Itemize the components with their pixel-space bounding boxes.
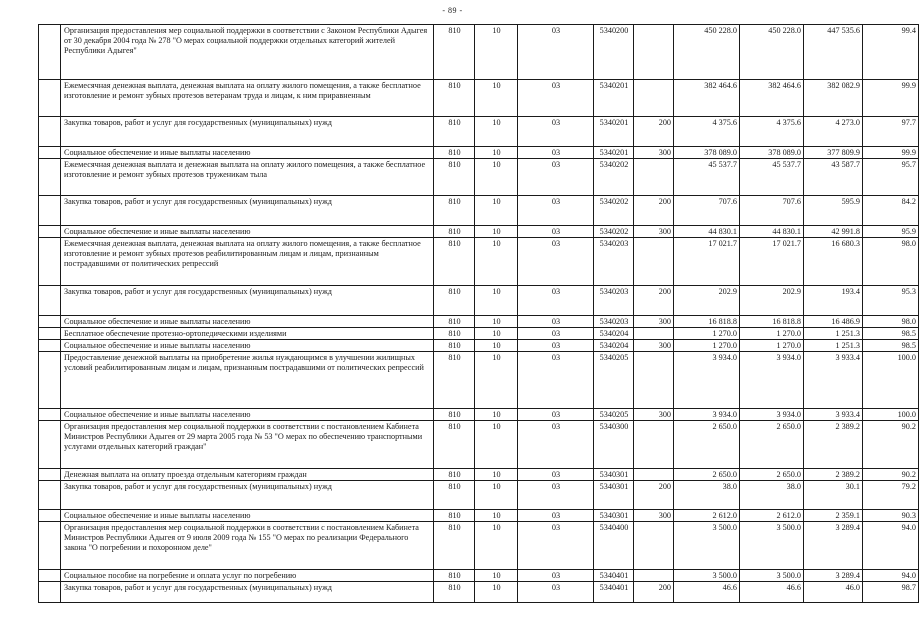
target-article-code: 5340202 <box>594 159 634 196</box>
approved-amount: 378 089.0 <box>674 147 740 159</box>
row-name: Бесплатное обеспечение протезно-ортопедическими изделиями <box>61 328 434 340</box>
executed-amount: 3 289.4 <box>804 570 863 582</box>
approved-amount: 45 537.7 <box>674 159 740 196</box>
section-code: 10 <box>475 481 518 510</box>
section-code: 10 <box>475 469 518 481</box>
left-margin-cell <box>39 117 61 147</box>
table-row <box>39 226 919 238</box>
subsection-code: 03 <box>518 286 594 316</box>
row-name: Социальное обеспечение и иные выплаты населению <box>61 226 434 238</box>
expense-type-code: 300 <box>634 340 674 352</box>
ved-code: 810 <box>434 316 475 328</box>
execution-percent: 90.3 <box>863 510 919 522</box>
executed-amount: 16 486.9 <box>804 316 863 328</box>
table-row <box>39 159 919 196</box>
target-article-code: 5340204 <box>594 340 634 352</box>
execution-percent: 100.0 <box>863 409 919 421</box>
approved-amount: 707.6 <box>674 196 740 226</box>
approved-amount: 1 270.0 <box>674 328 740 340</box>
budget-list-amount: 3 500.0 <box>740 570 804 582</box>
target-article-code: 5340204 <box>594 328 634 340</box>
left-margin-cell <box>39 316 61 328</box>
table-row <box>39 481 919 510</box>
left-margin-cell <box>39 25 61 80</box>
subsection-code: 03 <box>518 421 594 469</box>
expense-type-code <box>634 570 674 582</box>
executed-amount: 193.4 <box>804 286 863 316</box>
execution-percent: 95.7 <box>863 159 919 196</box>
subsection-code: 03 <box>518 196 594 226</box>
table-body <box>39 25 919 603</box>
budget-list-amount: 3 934.0 <box>740 352 804 409</box>
budget-table <box>38 24 919 603</box>
subsection-code: 03 <box>518 409 594 421</box>
target-article-code: 5340300 <box>594 421 634 469</box>
approved-amount: 202.9 <box>674 286 740 316</box>
section-code: 10 <box>475 328 518 340</box>
row-name: Закупка товаров, работ и услуг для государственных (муниципальных) нужд <box>61 196 434 226</box>
approved-amount: 2 612.0 <box>674 510 740 522</box>
approved-amount: 46.6 <box>674 582 740 603</box>
ved-code: 810 <box>434 340 475 352</box>
section-code: 10 <box>475 352 518 409</box>
budget-list-amount: 2 650.0 <box>740 421 804 469</box>
section-code: 10 <box>475 117 518 147</box>
expense-type-code <box>634 421 674 469</box>
ved-code: 810 <box>434 570 475 582</box>
row-name: Закупка товаров, работ и услуг для государственных (муниципальных) нужд <box>61 117 434 147</box>
row-name: Организация предоставления мер социальной поддержки в соответствии с постановлением Кабинета Министров Республики Адыгея от 29 марта 2005 года № 53 "О мерах по обеспечению транспортными услугами отдельных категорий граждан" <box>61 421 434 469</box>
row-name: Ежемесячная денежная выплата, денежная выплата на оплату жилого помещения, а также бесплатное изготовление и ремонт зубных протезов ветеранам труда и лицам, к ним приравненным <box>61 80 434 117</box>
budget-list-amount: 16 818.8 <box>740 316 804 328</box>
execution-percent: 98.0 <box>863 316 919 328</box>
executed-amount: 43 587.7 <box>804 159 863 196</box>
approved-amount: 3 500.0 <box>674 522 740 570</box>
row-name: Организация предоставления мер социальной поддержки в соответствии с Законом Республики Адыгея от 30 декабря 2004 года № 278 "О мерах социальной поддержки отдельных категорий жителей Республики Адыгея" <box>61 25 434 80</box>
target-article-code: 5340401 <box>594 570 634 582</box>
expense-type-code: 200 <box>634 117 674 147</box>
ved-code: 810 <box>434 80 475 117</box>
ved-code: 810 <box>434 510 475 522</box>
table-row <box>39 80 919 117</box>
section-code: 10 <box>475 522 518 570</box>
left-margin-cell <box>39 481 61 510</box>
expense-type-code: 300 <box>634 226 674 238</box>
expense-type-code: 200 <box>634 196 674 226</box>
execution-percent: 98.7 <box>863 582 919 603</box>
row-name: Закупка товаров, работ и услуг для государственных (муниципальных) нужд <box>61 286 434 316</box>
executed-amount: 3 933.4 <box>804 409 863 421</box>
left-margin-cell <box>39 409 61 421</box>
table-row <box>39 147 919 159</box>
target-article-code: 5340203 <box>594 286 634 316</box>
table-row <box>39 316 919 328</box>
approved-amount: 450 228.0 <box>674 25 740 80</box>
table-row <box>39 510 919 522</box>
execution-percent: 95.9 <box>863 226 919 238</box>
approved-amount: 382 464.6 <box>674 80 740 117</box>
approved-amount: 2 650.0 <box>674 469 740 481</box>
expense-type-code: 200 <box>634 582 674 603</box>
expense-type-code: 300 <box>634 510 674 522</box>
executed-amount: 3 933.4 <box>804 352 863 409</box>
execution-percent: 94.0 <box>863 570 919 582</box>
subsection-code: 03 <box>518 481 594 510</box>
expense-type-code <box>634 522 674 570</box>
table-row <box>39 421 919 469</box>
target-article-code: 5340205 <box>594 352 634 409</box>
section-code: 10 <box>475 226 518 238</box>
target-article-code: 5340201 <box>594 147 634 159</box>
target-article-code: 5340205 <box>594 409 634 421</box>
expense-type-code <box>634 352 674 409</box>
budget-list-amount: 2 612.0 <box>740 510 804 522</box>
table-row <box>39 328 919 340</box>
executed-amount: 3 289.4 <box>804 522 863 570</box>
subsection-code: 03 <box>518 328 594 340</box>
target-article-code: 5340201 <box>594 117 634 147</box>
expense-type-code: 300 <box>634 409 674 421</box>
approved-amount: 16 818.8 <box>674 316 740 328</box>
left-margin-cell <box>39 80 61 117</box>
budget-list-amount: 2 650.0 <box>740 469 804 481</box>
left-margin-cell <box>39 159 61 196</box>
ved-code: 810 <box>434 582 475 603</box>
section-code: 10 <box>475 582 518 603</box>
row-name: Социальное обеспечение и иные выплаты населению <box>61 409 434 421</box>
expense-type-code: 300 <box>634 316 674 328</box>
section-code: 10 <box>475 316 518 328</box>
target-article-code: 5340202 <box>594 196 634 226</box>
subsection-code: 03 <box>518 469 594 481</box>
ved-code: 810 <box>434 409 475 421</box>
target-article-code: 5340200 <box>594 25 634 80</box>
executed-amount: 382 082.9 <box>804 80 863 117</box>
budget-list-amount: 1 270.0 <box>740 340 804 352</box>
executed-amount: 46.0 <box>804 582 863 603</box>
table-row <box>39 582 919 603</box>
execution-percent: 79.2 <box>863 481 919 510</box>
ved-code: 810 <box>434 159 475 196</box>
approved-amount: 44 830.1 <box>674 226 740 238</box>
table-row <box>39 570 919 582</box>
table-row <box>39 522 919 570</box>
expense-type-code <box>634 25 674 80</box>
table-row <box>39 238 919 286</box>
row-name: Социальное обеспечение и иные выплаты населению <box>61 510 434 522</box>
budget-list-amount: 38.0 <box>740 481 804 510</box>
execution-percent: 100.0 <box>863 352 919 409</box>
executed-amount: 4 273.0 <box>804 117 863 147</box>
subsection-code: 03 <box>518 510 594 522</box>
target-article-code: 5340301 <box>594 469 634 481</box>
ved-code: 810 <box>434 352 475 409</box>
subsection-code: 03 <box>518 147 594 159</box>
row-name: Социальное обеспечение и иные выплаты населению <box>61 340 434 352</box>
execution-percent: 90.2 <box>863 469 919 481</box>
expense-type-code: 200 <box>634 481 674 510</box>
executed-amount: 377 809.9 <box>804 147 863 159</box>
budget-list-amount: 44 830.1 <box>740 226 804 238</box>
budget-list-amount: 3 500.0 <box>740 522 804 570</box>
budget-list-amount: 46.6 <box>740 582 804 603</box>
ved-code: 810 <box>434 147 475 159</box>
execution-percent: 98.5 <box>863 328 919 340</box>
expense-type-code: 300 <box>634 147 674 159</box>
table-row <box>39 25 919 80</box>
budget-list-amount: 382 464.6 <box>740 80 804 117</box>
page-number: - 89 - <box>442 6 463 15</box>
executed-amount: 1 251.3 <box>804 340 863 352</box>
execution-percent: 90.2 <box>863 421 919 469</box>
expense-type-code <box>634 80 674 117</box>
ved-code: 810 <box>434 328 475 340</box>
ved-code: 810 <box>434 238 475 286</box>
table-row <box>39 196 919 226</box>
expense-type-code: 200 <box>634 286 674 316</box>
executed-amount: 447 535.6 <box>804 25 863 80</box>
left-margin-cell <box>39 226 61 238</box>
section-code: 10 <box>475 409 518 421</box>
subsection-code: 03 <box>518 238 594 286</box>
executed-amount: 42 991.8 <box>804 226 863 238</box>
target-article-code: 5340400 <box>594 522 634 570</box>
row-name: Денежная выплата на оплату проезда отдельным категориям граждан <box>61 469 434 481</box>
left-margin-cell <box>39 286 61 316</box>
left-margin-cell <box>39 238 61 286</box>
left-margin-cell <box>39 352 61 409</box>
subsection-code: 03 <box>518 159 594 196</box>
target-article-code: 5340301 <box>594 510 634 522</box>
ved-code: 810 <box>434 481 475 510</box>
table-row <box>39 352 919 409</box>
execution-percent: 99.4 <box>863 25 919 80</box>
budget-list-amount: 378 089.0 <box>740 147 804 159</box>
executed-amount: 2 389.2 <box>804 421 863 469</box>
subsection-code: 03 <box>518 80 594 117</box>
target-article-code: 5340203 <box>594 316 634 328</box>
target-article-code: 5340201 <box>594 80 634 117</box>
budget-list-amount: 707.6 <box>740 196 804 226</box>
row-name: Ежемесячная денежная выплата и денежная выплата на оплату жилого помещения, а также бесплатное изготовление и ремонт зубных протезов труженикам тыла <box>61 159 434 196</box>
section-code: 10 <box>475 238 518 286</box>
execution-percent: 94.0 <box>863 522 919 570</box>
budget-list-amount: 17 021.7 <box>740 238 804 286</box>
approved-amount: 3 934.0 <box>674 352 740 409</box>
subsection-code: 03 <box>518 522 594 570</box>
subsection-code: 03 <box>518 340 594 352</box>
execution-percent: 98.5 <box>863 340 919 352</box>
approved-amount: 3 500.0 <box>674 570 740 582</box>
left-margin-cell <box>39 510 61 522</box>
left-margin-cell <box>39 469 61 481</box>
section-code: 10 <box>475 196 518 226</box>
section-code: 10 <box>475 286 518 316</box>
approved-amount: 1 270.0 <box>674 340 740 352</box>
budget-list-amount: 4 375.6 <box>740 117 804 147</box>
row-name: Социальное обеспечение и иные выплаты населению <box>61 316 434 328</box>
section-code: 10 <box>475 25 518 80</box>
row-name: Организация предоставления мер социальной поддержки в соответствии с постановлением Кабинета Министров Республики Адыгея от 9 июля 2009 года № 155 "О мерах по реализации Федерального закона "О погребении и похоронном деле" <box>61 522 434 570</box>
left-margin-cell <box>39 421 61 469</box>
ved-code: 810 <box>434 421 475 469</box>
approved-amount: 38.0 <box>674 481 740 510</box>
ved-code: 810 <box>434 196 475 226</box>
execution-percent: 84.2 <box>863 196 919 226</box>
execution-percent: 99.9 <box>863 147 919 159</box>
table-row <box>39 340 919 352</box>
approved-amount: 4 375.6 <box>674 117 740 147</box>
approved-amount: 3 934.0 <box>674 409 740 421</box>
ved-code: 810 <box>434 286 475 316</box>
execution-percent: 98.0 <box>863 238 919 286</box>
row-name: Социальное обеспечение и иные выплаты населению <box>61 147 434 159</box>
ved-code: 810 <box>434 25 475 80</box>
expense-type-code <box>634 328 674 340</box>
section-code: 10 <box>475 340 518 352</box>
expense-type-code <box>634 469 674 481</box>
ved-code: 810 <box>434 226 475 238</box>
subsection-code: 03 <box>518 226 594 238</box>
executed-amount: 2 389.2 <box>804 469 863 481</box>
ved-code: 810 <box>434 117 475 147</box>
section-code: 10 <box>475 570 518 582</box>
target-article-code: 5340401 <box>594 582 634 603</box>
subsection-code: 03 <box>518 352 594 409</box>
section-code: 10 <box>475 159 518 196</box>
subsection-code: 03 <box>518 570 594 582</box>
budget-list-amount: 1 270.0 <box>740 328 804 340</box>
subsection-code: 03 <box>518 316 594 328</box>
execution-percent: 97.7 <box>863 117 919 147</box>
target-article-code: 5340202 <box>594 226 634 238</box>
budget-list-amount: 45 537.7 <box>740 159 804 196</box>
budget-list-amount: 202.9 <box>740 286 804 316</box>
approved-amount: 17 021.7 <box>674 238 740 286</box>
row-name: Ежемесячная денежная выплата, денежная выплата на оплату жилого помещения, а также бесплатное изготовление и ремонт зубных протезов реабилитированным лицам и лицам, признанным пострадавшими от политических репрессий <box>61 238 434 286</box>
left-margin-cell <box>39 340 61 352</box>
table-row <box>39 409 919 421</box>
left-margin-cell <box>39 522 61 570</box>
table-row <box>39 286 919 316</box>
budget-list-amount: 450 228.0 <box>740 25 804 80</box>
executed-amount: 1 251.3 <box>804 328 863 340</box>
executed-amount: 2 359.1 <box>804 510 863 522</box>
table-row <box>39 117 919 147</box>
target-article-code: 5340203 <box>594 238 634 286</box>
ved-code: 810 <box>434 469 475 481</box>
section-code: 10 <box>475 421 518 469</box>
left-margin-cell <box>39 196 61 226</box>
expense-type-code <box>634 238 674 286</box>
row-name: Закупка товаров, работ и услуг для государственных (муниципальных) нужд <box>61 481 434 510</box>
table-row <box>39 469 919 481</box>
executed-amount: 30.1 <box>804 481 863 510</box>
row-name: Социальное пособие на погребение и оплата услуг по погребению <box>61 570 434 582</box>
subsection-code: 03 <box>518 117 594 147</box>
subsection-code: 03 <box>518 582 594 603</box>
approved-amount: 2 650.0 <box>674 421 740 469</box>
row-name: Предоставление денежной выплаты на приобретение жилья нуждающимся в улучшении жилищных условий реабилитированным лицам и лицам, признанным пострадавшими от политических репрессий <box>61 352 434 409</box>
execution-percent: 95.3 <box>863 286 919 316</box>
left-margin-cell <box>39 147 61 159</box>
row-name: Закупка товаров, работ и услуг для государственных (муниципальных) нужд <box>61 582 434 603</box>
section-code: 10 <box>475 80 518 117</box>
section-code: 10 <box>475 147 518 159</box>
executed-amount: 16 680.3 <box>804 238 863 286</box>
subsection-code: 03 <box>518 25 594 80</box>
budget-list-amount: 3 934.0 <box>740 409 804 421</box>
section-code: 10 <box>475 510 518 522</box>
ved-code: 810 <box>434 522 475 570</box>
left-margin-cell <box>39 328 61 340</box>
target-article-code: 5340301 <box>594 481 634 510</box>
executed-amount: 595.9 <box>804 196 863 226</box>
expense-type-code <box>634 159 674 196</box>
left-margin-cell <box>39 570 61 582</box>
left-margin-cell <box>39 582 61 603</box>
execution-percent: 99.9 <box>863 80 919 117</box>
